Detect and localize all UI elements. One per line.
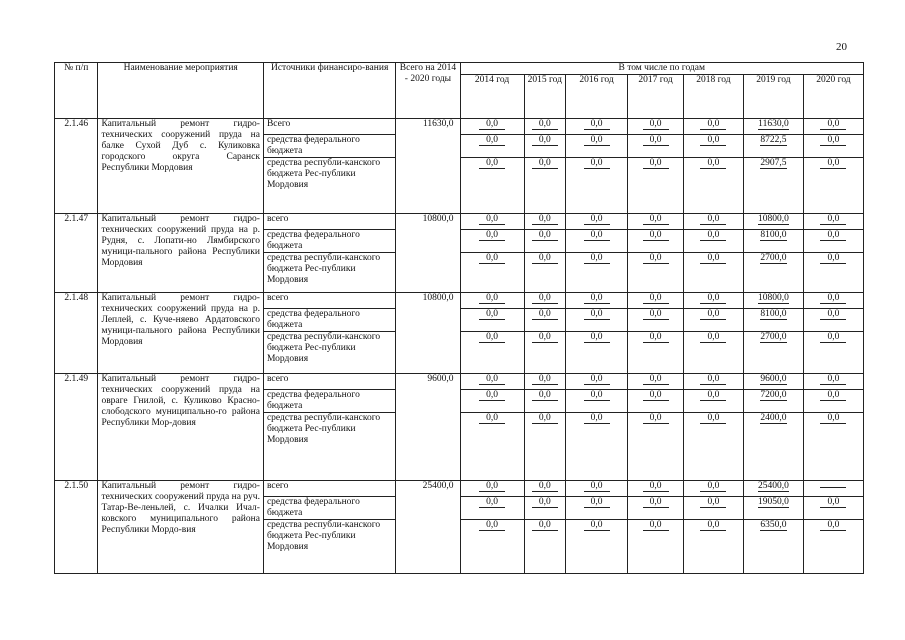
year-value: 0,0	[584, 332, 610, 343]
year-value-cell	[566, 253, 628, 293]
header-years-group: В том числе по годам	[460, 63, 864, 75]
table-row	[55, 374, 864, 390]
year-value-cell	[524, 253, 565, 293]
year-value: 0,0	[479, 374, 505, 385]
table-row	[55, 119, 864, 135]
row-number: 2.1.46	[55, 119, 98, 214]
year-value-cell	[628, 135, 684, 158]
year-value-cell	[803, 374, 863, 390]
row-number: 2.1.48	[55, 293, 98, 374]
year-value: 0,0	[584, 520, 610, 531]
year-value-cell	[566, 309, 628, 332]
row-number: 2.1.50	[55, 481, 98, 574]
year-value: 0,0	[643, 293, 669, 304]
year-value: 2907,5	[760, 158, 787, 168]
year-value-cell	[524, 481, 565, 497]
year-value-cell	[803, 230, 863, 253]
header-num: № п/п	[55, 63, 98, 119]
header-total: Всего на 2014 - 2020 годы	[396, 63, 460, 119]
year-value: 0,0	[532, 374, 558, 385]
year-value-cell	[628, 158, 684, 214]
header-year: 2019 год	[743, 75, 803, 119]
year-value: 0,0	[479, 230, 505, 241]
year-value-cell	[628, 253, 684, 293]
year-value-cell	[683, 119, 743, 135]
year-value-cell	[743, 309, 803, 332]
year-value-cell	[460, 309, 524, 332]
year-value-cell	[566, 293, 628, 309]
header-year: 2018 год	[683, 75, 743, 119]
year-value: 2400,0	[760, 413, 787, 423]
year-value-cell	[628, 497, 684, 520]
year-value-cell	[743, 119, 803, 135]
year-value-cell	[628, 214, 684, 230]
year-value-cell	[460, 230, 524, 253]
year-value: 0,0	[584, 119, 610, 130]
year-value: 0,0	[820, 158, 846, 169]
year-value: 7200,0	[760, 390, 787, 400]
year-value-cell	[803, 119, 863, 135]
year-value: 2700,0	[760, 253, 787, 263]
year-value: 0,0	[584, 293, 610, 304]
year-value: 0,0	[643, 309, 669, 320]
year-value-cell	[566, 230, 628, 253]
funding-source: Всего	[263, 119, 395, 135]
year-value: 0,0	[820, 332, 846, 343]
measure-name: Капитальный ремонт гидро-технических сооружений пруда на р. Леплей, с. Куче-няево Ардатовского муници-пального района Республики Мордовия	[98, 293, 264, 374]
total-amount: 9600,0	[396, 374, 460, 481]
year-value-cell	[743, 520, 803, 574]
year-value-cell	[566, 413, 628, 481]
year-value: 0,0	[479, 497, 505, 508]
year-value-cell	[566, 481, 628, 497]
year-value-cell	[524, 374, 565, 390]
year-value-cell	[683, 293, 743, 309]
year-value-cell	[683, 413, 743, 481]
funding-source: средства федерального бюджета	[263, 230, 395, 253]
year-value-cell	[628, 119, 684, 135]
year-value: 6350,0	[760, 520, 787, 530]
year-value: 19050,0	[758, 497, 789, 507]
year-value-cell	[803, 253, 863, 293]
year-value-cell	[566, 520, 628, 574]
year-value-cell	[628, 481, 684, 497]
year-value-cell	[460, 413, 524, 481]
year-value-cell	[803, 135, 863, 158]
year-value: 0,0	[700, 253, 726, 264]
year-value-cell	[683, 374, 743, 390]
year-value-cell	[524, 214, 565, 230]
year-value-cell	[524, 158, 565, 214]
year-value: 0,0	[820, 214, 846, 225]
year-value-cell	[460, 481, 524, 497]
header-name: Наименование мероприятия	[98, 63, 264, 119]
year-value-cell	[524, 230, 565, 253]
year-value-cell	[803, 481, 863, 497]
year-value-cell	[683, 158, 743, 214]
year-value: 0,0	[479, 413, 505, 424]
year-value-cell	[743, 413, 803, 481]
year-value-cell	[524, 119, 565, 135]
year-value: 0,0	[643, 520, 669, 531]
year-value: 8100,0	[760, 230, 787, 240]
year-value-cell	[628, 309, 684, 332]
year-value: 0,0	[643, 413, 669, 424]
year-value-cell	[460, 119, 524, 135]
header-year: 2016 год	[566, 75, 628, 119]
year-value: 0,0	[584, 214, 610, 225]
year-value-cell	[524, 520, 565, 574]
funding-source: всего	[263, 481, 395, 497]
year-value: 0,0	[532, 158, 558, 169]
year-value: 0,0	[820, 135, 846, 146]
year-value-cell	[743, 253, 803, 293]
year-value: 0,0	[700, 390, 726, 401]
total-amount: 10800,0	[396, 293, 460, 374]
year-value: 0,0	[643, 214, 669, 225]
year-value-cell	[460, 374, 524, 390]
year-value-cell	[524, 390, 565, 413]
year-value: 0,0	[643, 119, 669, 130]
table-row	[55, 481, 864, 497]
year-value: 0,0	[820, 253, 846, 264]
year-value-cell	[803, 293, 863, 309]
year-value: 0,0	[820, 413, 846, 424]
year-value-cell	[683, 230, 743, 253]
year-value-cell	[566, 214, 628, 230]
year-value: 0,0	[532, 481, 558, 492]
year-value: 0,0	[479, 293, 505, 304]
year-value: 10800,0	[758, 214, 789, 224]
funding-source: всего	[263, 374, 395, 390]
year-value-cell	[566, 119, 628, 135]
year-value: 0,0	[532, 293, 558, 304]
measure-name: Капитальный ремонт гидро-технических сооружений пруда на балке Сухой Дуб с. Куликовка городского округа Саранск Республики Мордовия	[98, 119, 264, 214]
year-value-cell	[743, 293, 803, 309]
funding-source: средства республи-канского бюджета Рес-публики Мордовия	[263, 520, 395, 574]
year-value: 0,0	[700, 135, 726, 146]
year-value-cell	[628, 520, 684, 574]
header-year: 2014 год	[460, 75, 524, 119]
funding-source: средства федерального бюджета	[263, 309, 395, 332]
year-value-cell	[743, 374, 803, 390]
header-year: 2017 год	[628, 75, 684, 119]
year-value-cell	[683, 135, 743, 158]
funding-source: средства республи-канского бюджета Рес-публики Мордовия	[263, 332, 395, 374]
year-value: 0,0	[700, 309, 726, 320]
year-value: 0,0	[820, 520, 846, 531]
year-value-cell	[683, 497, 743, 520]
year-value: 0,0	[820, 374, 846, 385]
year-value: 0,0	[643, 332, 669, 343]
year-value: 0,0	[532, 520, 558, 531]
financing-table	[54, 62, 864, 574]
total-amount: 11630,0	[396, 119, 460, 214]
year-value: 2700,0	[760, 332, 787, 342]
year-value-cell	[460, 253, 524, 293]
year-value: 0,0	[479, 158, 505, 169]
table-body	[55, 119, 864, 574]
year-value: 0,0	[532, 230, 558, 241]
header-year: 2020 год	[803, 75, 863, 119]
year-value: 0,0	[584, 158, 610, 169]
year-value: 0,0	[532, 253, 558, 264]
year-value-cell	[743, 230, 803, 253]
year-value: 0,0	[700, 520, 726, 531]
total-amount: 10800,0	[396, 214, 460, 293]
year-value-cell	[743, 214, 803, 230]
year-value-cell	[566, 135, 628, 158]
year-value: 0,0	[643, 497, 669, 508]
year-value-cell	[524, 332, 565, 374]
page-number: 20	[836, 41, 847, 53]
year-value: 0,0	[479, 119, 505, 130]
year-value	[820, 487, 846, 488]
year-value: 0,0	[700, 497, 726, 508]
funding-source: всего	[263, 214, 395, 230]
year-value-cell	[460, 497, 524, 520]
year-value: 0,0	[700, 293, 726, 304]
year-value: 0,0	[643, 253, 669, 264]
year-value: 0,0	[532, 390, 558, 401]
year-value: 0,0	[584, 497, 610, 508]
funding-source: средства федерального бюджета	[263, 135, 395, 158]
year-value-cell	[566, 374, 628, 390]
year-value: 0,0	[584, 374, 610, 385]
year-value-cell	[803, 309, 863, 332]
year-value: 0,0	[820, 309, 846, 320]
year-value-cell	[743, 390, 803, 413]
year-value-cell	[524, 413, 565, 481]
funding-source: всего	[263, 293, 395, 309]
year-value-cell	[743, 332, 803, 374]
year-value: 9600,0	[760, 374, 787, 384]
year-value-cell	[683, 390, 743, 413]
year-value: 0,0	[584, 230, 610, 241]
year-value: 0,0	[532, 309, 558, 320]
year-value: 0,0	[532, 135, 558, 146]
year-value: 0,0	[532, 214, 558, 225]
year-value-cell	[460, 214, 524, 230]
year-value: 0,0	[700, 374, 726, 385]
year-value-cell	[524, 309, 565, 332]
year-value: 0,0	[643, 230, 669, 241]
year-value: 0,0	[479, 309, 505, 320]
table-row	[55, 293, 864, 309]
year-value: 0,0	[820, 119, 846, 130]
year-value-cell	[743, 135, 803, 158]
year-value: 11630,0	[758, 119, 789, 129]
header-source: Источники финансиро-вания	[263, 63, 395, 119]
year-value: 8722,5	[760, 135, 787, 145]
year-value-cell	[803, 158, 863, 214]
year-value: 0,0	[820, 497, 846, 508]
funding-source: средства федерального бюджета	[263, 497, 395, 520]
year-value: 0,0	[584, 413, 610, 424]
year-value: 25400,0	[758, 481, 789, 491]
year-value: 0,0	[643, 158, 669, 169]
year-value: 0,0	[479, 214, 505, 225]
year-value-cell	[803, 413, 863, 481]
year-value: 0,0	[479, 253, 505, 264]
year-value: 0,0	[479, 135, 505, 146]
year-value-cell	[628, 293, 684, 309]
year-value: 0,0	[479, 390, 505, 401]
year-value-cell	[803, 214, 863, 230]
year-value: 0,0	[820, 230, 846, 241]
year-value-cell	[628, 230, 684, 253]
year-value-cell	[803, 332, 863, 374]
total-amount: 25400,0	[396, 481, 460, 574]
header-year: 2015 год	[524, 75, 565, 119]
year-value: 0,0	[700, 481, 726, 492]
year-value: 0,0	[643, 374, 669, 385]
year-value: 0,0	[584, 309, 610, 320]
year-value: 0,0	[479, 332, 505, 343]
year-value-cell	[803, 497, 863, 520]
year-value-cell	[628, 413, 684, 481]
year-value-cell	[566, 158, 628, 214]
year-value: 0,0	[532, 413, 558, 424]
year-value-cell	[566, 497, 628, 520]
year-value-cell	[683, 253, 743, 293]
year-value-cell	[683, 332, 743, 374]
year-value: 10800,0	[758, 293, 789, 303]
table-row	[55, 214, 864, 230]
year-value: 0,0	[532, 119, 558, 130]
year-value-cell	[803, 390, 863, 413]
row-number: 2.1.47	[55, 214, 98, 293]
year-value-cell	[460, 520, 524, 574]
funding-source: средства республи-канского бюджета Рес-публики Мордовия	[263, 158, 395, 214]
year-value-cell	[460, 135, 524, 158]
measure-name: Капитальный ремонт гидро-технических сооружений пруда на руч. Татар-Ве-леньлей, с. Ичалки Ичал-ковского муниципального района Республики Мордо-вия	[98, 481, 264, 574]
funding-source: средства республи-канского бюджета Рес-публики Мордовия	[263, 413, 395, 481]
year-value-cell	[524, 293, 565, 309]
year-value-cell	[628, 390, 684, 413]
year-value-cell	[524, 497, 565, 520]
year-value: 0,0	[584, 390, 610, 401]
year-value-cell	[743, 497, 803, 520]
year-value-cell	[460, 293, 524, 309]
year-value: 0,0	[643, 135, 669, 146]
year-value: 0,0	[479, 481, 505, 492]
year-value-cell	[628, 374, 684, 390]
year-value: 0,0	[700, 332, 726, 343]
year-value: 0,0	[643, 390, 669, 401]
year-value-cell	[566, 390, 628, 413]
year-value: 0,0	[479, 520, 505, 531]
year-value: 0,0	[700, 230, 726, 241]
year-value-cell	[460, 332, 524, 374]
year-value-cell	[683, 309, 743, 332]
year-value: 0,0	[820, 390, 846, 401]
year-value: 0,0	[584, 481, 610, 492]
year-value-cell	[803, 520, 863, 574]
year-value: 0,0	[700, 214, 726, 225]
year-value-cell	[460, 158, 524, 214]
year-value: 0,0	[532, 332, 558, 343]
year-value-cell	[524, 135, 565, 158]
year-value-cell	[743, 158, 803, 214]
year-value-cell	[628, 332, 684, 374]
year-value: 0,0	[584, 253, 610, 264]
year-value-cell	[683, 520, 743, 574]
year-value-cell	[460, 390, 524, 413]
year-value: 0,0	[532, 497, 558, 508]
year-value-cell	[566, 332, 628, 374]
year-value: 8100,0	[760, 309, 787, 319]
row-number: 2.1.49	[55, 374, 98, 481]
year-value: 0,0	[700, 158, 726, 169]
funding-source: средства республи-канского бюджета Рес-публики Мордовия	[263, 253, 395, 293]
year-value-cell	[683, 481, 743, 497]
measure-name: Капитальный ремонт гидро-технических сооружений пруда на овраге Гнилой, с. Куликово Красно-слободского муниципально-го района Республики Мор-довия	[98, 374, 264, 481]
year-value-cell	[743, 481, 803, 497]
year-value: 0,0	[584, 135, 610, 146]
year-value-cell	[683, 214, 743, 230]
year-value: 0,0	[700, 413, 726, 424]
year-value: 0,0	[700, 119, 726, 130]
measure-name: Капитальный ремонт гидро-технических сооружений пруда на р. Рудня, с. Лопати-но Лямбирского муници-пального района Республики Мордовия	[98, 214, 264, 293]
year-value: 0,0	[643, 481, 669, 492]
funding-source: средства федерального бюджета	[263, 390, 395, 413]
year-value: 0,0	[820, 293, 846, 304]
